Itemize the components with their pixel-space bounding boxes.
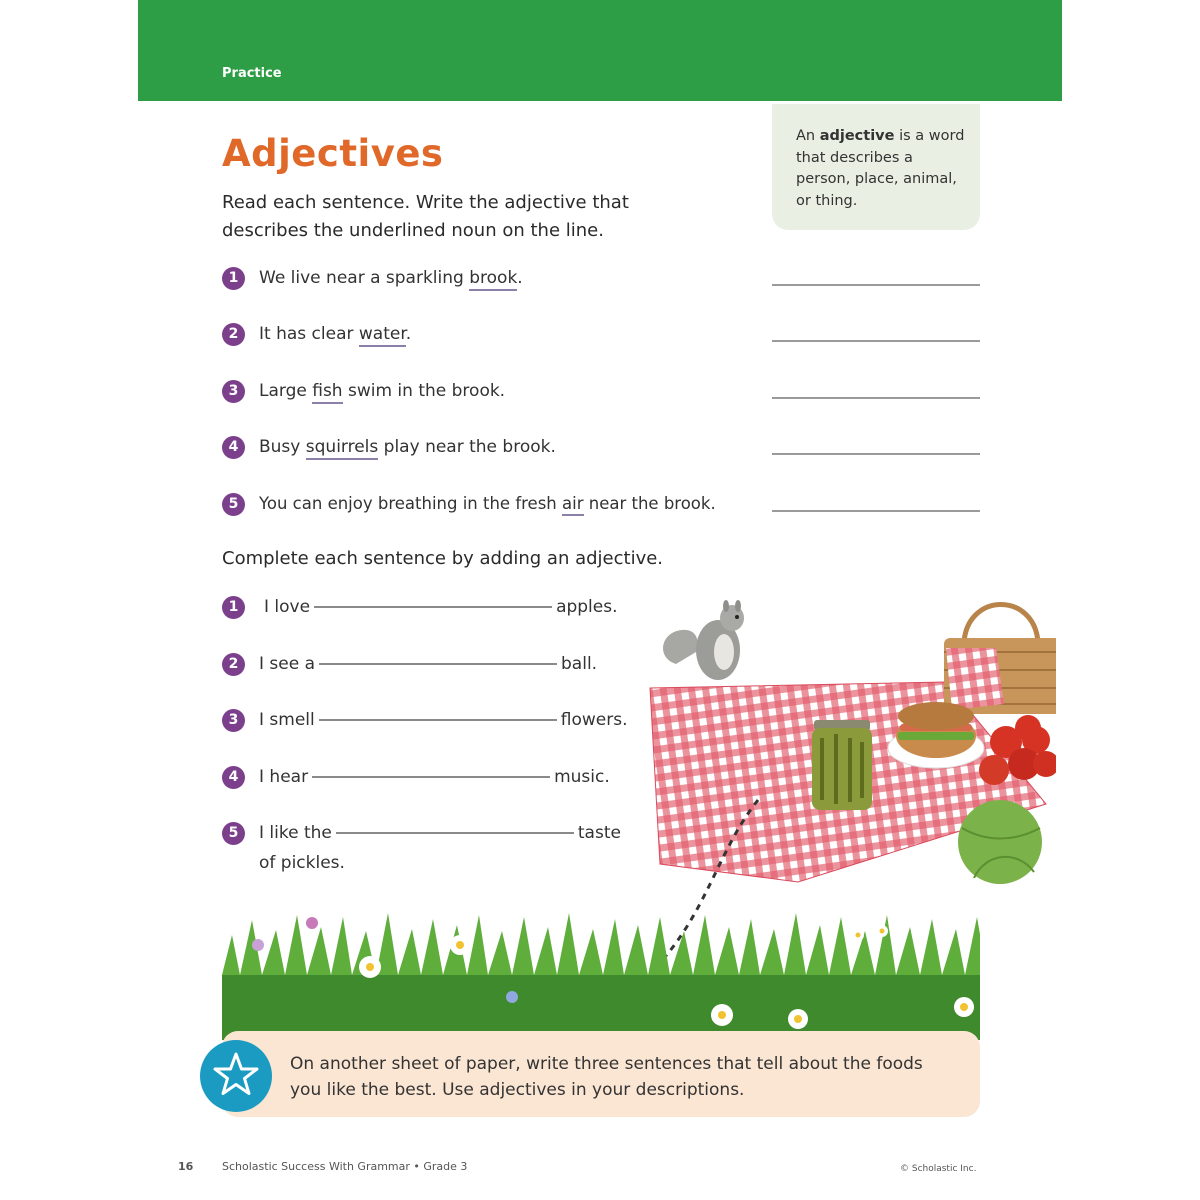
item-number: 3 [222,380,245,403]
underlined-noun: fish [312,381,342,404]
section-heading: Complete each sentence by adding an adjective. [222,548,664,569]
answer-line[interactable] [772,453,980,455]
sentence-text: I hear [259,767,309,787]
definition-box [772,104,980,230]
sentence [259,381,505,401]
fill-blank[interactable] [314,606,552,608]
sentence-continuation: of pickles. [259,853,345,873]
instructions: Read each sentence. Write the adjective that describes the underlined noun on the line. [222,192,629,241]
underlined-noun: water [359,324,406,347]
fill-sentence [264,597,618,617]
picnic-basket-illustration [944,605,1056,715]
ball-illustration [958,800,1042,884]
item-number: 1 [222,267,245,290]
definition-text [796,126,966,212]
page-title: Adjectives [222,132,444,175]
sentence-text: . [405,324,412,344]
sentence-text: ball. [561,654,598,674]
sentence-text: I love [264,597,311,617]
activity-box [222,1031,980,1117]
book-title: Scholastic Success With Grammar • Grade 3 [222,1160,468,1173]
fill-blank[interactable] [336,832,574,834]
sentence-text: . [517,268,523,288]
item-number: 3 [222,709,245,732]
definition-pre: An [796,128,820,144]
item-number: 5 [222,493,245,516]
page-number: 16 [178,1160,194,1173]
header-bar [138,0,1062,101]
item-number: 2 [222,653,245,676]
copyright: © Scholastic Inc. [900,1164,977,1174]
fill-sentence [259,767,610,787]
definition-post: is a word that describes a person, place, animal, or thing. [796,128,965,209]
fill-sentence [259,823,621,843]
underlined-noun: squirrels [306,437,379,460]
fill-blank[interactable] [319,719,557,721]
item-number: 4 [222,766,245,789]
item-number: 1 [222,596,245,619]
sentence-text: music. [554,767,610,787]
star-badge [200,1040,272,1112]
sentence-text: swim in the brook. [342,381,506,401]
fill-blank[interactable] [312,776,550,778]
squirrel-illustration [663,600,744,680]
answer-line[interactable] [772,510,980,512]
grass-illustration [222,905,980,1040]
sentence-text: I see a [259,654,316,674]
worksheet-page [138,0,1062,1200]
sentence-text: We live near a sparkling [259,268,470,288]
fill-sentence [259,654,597,674]
sandwich-illustration [888,702,984,768]
sentence-text: I like the [259,823,332,843]
sentence-text: You can enjoy breathing in the fresh [259,494,563,513]
fill-sentence [259,710,627,730]
item-number: 2 [222,323,245,346]
sentence [259,437,556,457]
sentence [259,268,523,288]
answer-line[interactable] [772,340,980,342]
sentence-text: It has clear [259,324,359,344]
item-number: 5 [222,822,245,845]
header-label: Practice [222,66,282,81]
sentence [259,324,411,344]
sentence-text: flowers. [560,710,628,730]
sentence-text: Large [259,381,313,401]
answer-line[interactable] [772,397,980,399]
fill-blank[interactable] [319,663,557,665]
sentence-text: play near the brook. [378,437,556,457]
answer-line[interactable] [772,284,980,286]
star-icon [200,1040,272,1112]
sentence-text: near the brook. [583,494,716,513]
activity-text: On another sheet of paper, write three sentences that tell about the foods you like the best. Use adjectives in your descriptions. [290,1054,923,1100]
sentence [259,494,716,513]
item-number: 4 [222,436,245,459]
underlined-noun: brook [469,268,517,291]
underlined-noun: air [562,494,583,516]
sentence-text: Busy [259,437,306,457]
sentence-text: I smell [259,710,315,730]
sentence-text: taste [577,823,621,843]
definition-term: adjective [819,128,895,144]
sentence-text: apples. [556,597,618,617]
